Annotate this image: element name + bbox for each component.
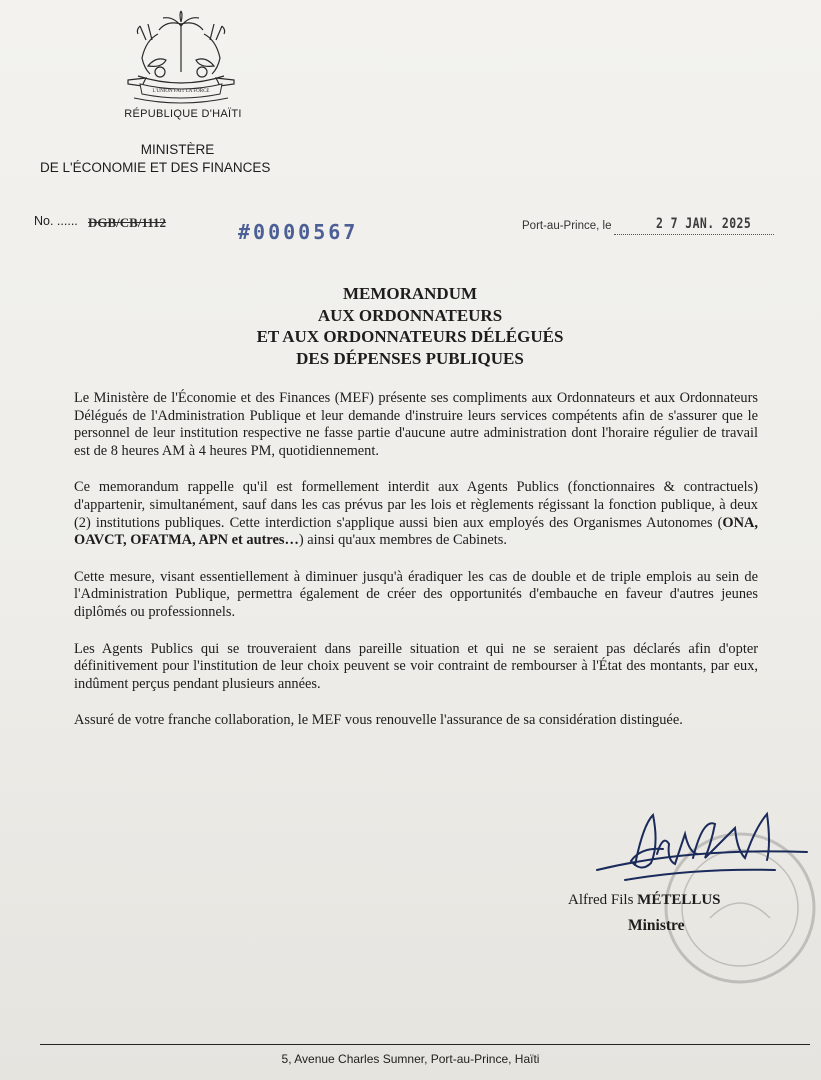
paragraph-2-start: Ce memorandum rappelle qu'il est formellement interdit aux Agents Publics (fonctionnaires & contractuels) d'appartenir, simultanément, sauf dans les cas prévus par les lois et règlements régissant la fonction publique, à deux (2) institutions publiques. Cette interdiction s'applique aussi bien aux employés des Organismes Autonomes ( <box>74 479 758 531</box>
paragraph-2 <box>74 479 758 549</box>
paragraph-2-end: ) ainsi qu'aux membres de Cabinets. <box>298 532 507 549</box>
title-line-4: DES DÉPENSES PUBLIQUES <box>296 348 524 368</box>
date-dotted-line <box>614 234 774 235</box>
footer-address: 5, Avenue Charles Sumner, Port-au-Prince, Haïti <box>281 1052 540 1066</box>
title-line-1: MEMORANDUM <box>342 284 478 303</box>
ministry-label: MINISTÈRE <box>140 142 215 157</box>
title-line-3: ET AUX ORDONNATEURS DÉLÉGUÉS <box>256 327 564 346</box>
minister-signature-icon <box>595 810 810 890</box>
paragraph-3: Cette mesure, visant essentiellement à diminuer jusqu'à éradiquer les cas de double et de triple emplois au sein de l'Administration Publique, permettra également de créer des opportunités d'embauche en faveur d'autres jeunes diplômés ou professionnels. <box>74 568 758 620</box>
memo-body <box>74 390 758 749</box>
seal-motto: L'UNION FAIT LA FORCE <box>152 89 210 94</box>
memo-title <box>160 283 660 369</box>
paragraph-4: Les Agents Publics qui se trouveraient dans pareille situation et qui ne se seraient pas déclarés afin d'opter définitivement pour l'institution de leur choix peuvent se voir contraint de rembourser à l'État des montants, par eux, indûment perçus pendant plusieurs années. <box>74 640 758 692</box>
ministry-name: DE L'ÉCONOMIE ET DES FINANCES <box>40 160 271 175</box>
signer-last-name: MÉTELLUS <box>637 892 721 908</box>
signer-first-name: Alfred Fils <box>568 892 634 908</box>
place-label: Port-au-Prince, le <box>522 220 612 232</box>
signer-role: Ministre <box>628 917 685 934</box>
paragraph-1: Le Ministère de l'Économie et des Finances (MEF) présente ses compliments aux Ordonnateurs et aux Ordonnateurs Délégués de l'Administration Publique et leur demande d'instruire leurs services compétents afin de s'assurer que le personnel de leur institution respective ne fasse partie d'aucune autre administration dont l'horaire régulier de travail est de 8 heures AM à 4 heures PM, quotidiennement. <box>74 390 758 459</box>
paragraph-5: Assuré de votre franche collaboration, le MEF vous renouvelle l'assurance de sa considération distinguée. <box>74 712 683 729</box>
reference-number-value: DGB/CB/1112 <box>88 215 167 230</box>
signer-name <box>568 892 721 909</box>
title-line-2: AUX ORDONNATEURS <box>317 305 503 325</box>
date-stamp: 2 7 JAN. 2025 <box>656 216 752 232</box>
coat-of-arms-icon <box>118 10 244 106</box>
reference-row <box>34 210 794 246</box>
stamped-number: #0000567 <box>238 220 359 244</box>
reference-number <box>88 215 166 231</box>
footer-divider <box>40 1044 810 1045</box>
reference-number-label: No. ...... <box>34 214 78 228</box>
paragraph-2-organisms: ONA, OAVCT, OFATMA, APN et autres… <box>74 514 758 549</box>
republic-label: RÉPUBLIQUE D'HAÏTI <box>124 108 242 120</box>
